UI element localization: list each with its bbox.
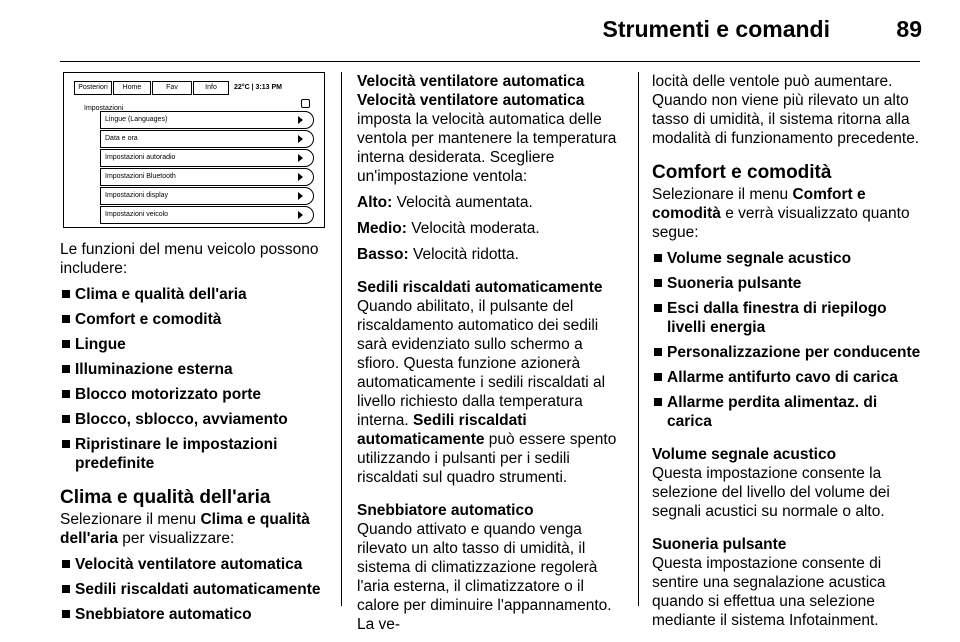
chevron-right-icon — [298, 211, 303, 219]
list-item: Allarme antifurto cavo di carica — [652, 368, 924, 387]
page-number: 89 — [896, 16, 922, 42]
column-3 — [652, 72, 924, 637]
column-divider — [341, 72, 342, 606]
screen-menu-list — [100, 111, 314, 225]
list-item: Clima e qualità dell'aria — [60, 285, 328, 304]
medio-line: Medio: Velocità moderata. — [357, 220, 540, 237]
list-item: Snebbiatore automatico — [60, 605, 328, 624]
clima-paragraph: Selezionare il menu Clima e qualità dell'aria per visualizzare: — [60, 511, 310, 547]
section-heading-comfort: Comfort e comodità — [652, 162, 832, 183]
basso-line: Basso: Velocità ridotta. — [357, 246, 519, 263]
chevron-right-icon — [298, 173, 303, 181]
tab-home: Home — [113, 81, 151, 95]
list-item: Suoneria pulsante — [652, 274, 924, 293]
ventilatore-paragraph: Velocità ventilatore automatica imposta la velocità automatica delle ventola per mantenere la temperatura interna desiderata. Scegliere un'impostazione ventola: — [357, 92, 617, 185]
subheading-suoneria: Suoneria pulsante — [652, 536, 787, 553]
screen-tab-bar — [74, 81, 314, 95]
list-item: Blocco motorizzato porte — [60, 385, 328, 404]
settings-screen-illustration — [63, 72, 325, 228]
comfort-menu-list — [652, 249, 924, 431]
list-item: Personalizzazione per conducente — [652, 343, 924, 362]
snebbiatore-paragraph: Quando attivato e quando venga rilevato un alto tasso di umidità, il sistema di climatizzazione regolerà l'aria esterna, il climatizzatore o il calore per diminuire l'appannamento. La ve- — [357, 521, 612, 633]
screen-menu-item: Lingue (Languages) — [100, 111, 314, 129]
column-divider — [638, 72, 639, 606]
header-divider — [60, 61, 920, 62]
chevron-right-icon — [298, 135, 303, 143]
vehicle-menu-list — [60, 285, 328, 473]
subheading-volume: Volume segnale acustico — [652, 446, 837, 463]
list-item: Sedili riscaldati automaticamente — [60, 580, 328, 599]
list-item: Esci dalla finestra di riepilogo livelli energia — [652, 299, 924, 337]
section-heading-clima: Clima e qualità dell'aria — [60, 487, 271, 508]
intro-text: Le funzioni del menu veicolo possono includere: — [60, 241, 319, 277]
suoneria-paragraph: Questa impostazione consente di sentire una segnalazione acustica quando si effettua una selezione mediante il sistema Infotainment. — [652, 555, 886, 629]
list-item: Lingue — [60, 335, 328, 354]
continued-paragraph: locità delle ventole può aumentare. Quando non viene più rilevato un alto tasso di umidità, il sistema ritorna alla modalità di funzionamento precedente. — [652, 73, 920, 147]
tab-posteriori: Posteriori — [74, 81, 112, 95]
screen-menu-item: Impostazioni autoradio — [100, 149, 314, 167]
column-2 — [357, 72, 625, 641]
chevron-right-icon — [298, 154, 303, 162]
info-icon — [301, 99, 310, 108]
screen-menu-item: Impostazioni Bluetooth — [100, 168, 314, 186]
subheading-ventilatore: Velocità ventilatore automatica — [357, 73, 585, 90]
list-item: Allarme perdita alimentaz. di carica — [652, 393, 924, 431]
comfort-paragraph: Selezionare il menu Comfort e comodità e verrà visualizzato quanto segue: — [652, 186, 910, 241]
list-item: Comfort e comodità — [60, 310, 328, 329]
subheading-sedili: Sedili riscaldati automaticamente — [357, 279, 603, 296]
alto-line: Alto: Velocità aumentata. — [357, 194, 533, 211]
clima-menu-list — [60, 555, 328, 624]
column-1 — [60, 72, 328, 632]
tab-info: Info — [193, 81, 229, 95]
tab-fav: Fav — [152, 81, 192, 95]
screen-menu-item: Impostazioni display — [100, 187, 314, 205]
chevron-right-icon — [298, 192, 303, 200]
screen-menu-item: Impostazioni veicolo — [100, 206, 314, 224]
subheading-snebbiatore: Snebbiatore automatico — [357, 502, 534, 519]
chevron-right-icon — [298, 116, 303, 124]
volume-paragraph: Questa impostazione consente la selezione del livello del volume dei segnali acustici su normale o alto. — [652, 465, 890, 520]
list-item: Ripristinare le impostazioni predefinite — [60, 435, 328, 473]
screen-status: 22°C | 3:13 PM — [234, 84, 282, 91]
list-item: Volume segnale acustico — [652, 249, 924, 268]
sedili-paragraph: Quando abilitato, il pulsante del riscaldamento automatico dei sedili sarà evidenziato sullo schermo a sfioro. Questa funzione azionerà automaticamente i sedili riscaldati al livello richiesto dalla temperatura interna. Sedili riscaldati automaticamente può essere spento utilizzando i pulsanti per i sedili riscaldati sul quadro strumenti. — [357, 298, 617, 486]
screen-menu-item: Data e ora — [100, 130, 314, 148]
list-item: Illuminazione esterna — [60, 360, 328, 379]
list-item: Velocità ventilatore automatica — [60, 555, 328, 574]
list-item: Blocco, sblocco, avviamento — [60, 410, 328, 429]
page-header-title: Strumenti e comandi — [602, 16, 830, 42]
screen-title: Impostazioni — [84, 105, 124, 112]
